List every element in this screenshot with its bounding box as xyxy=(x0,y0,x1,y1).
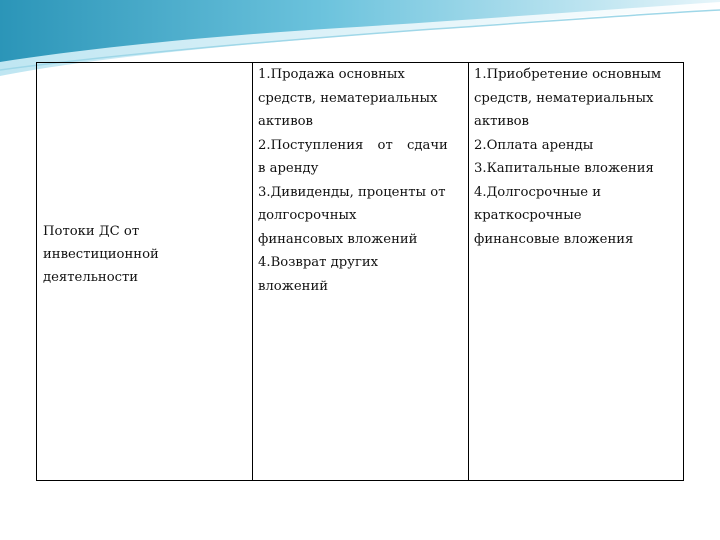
inflows-cell xyxy=(258,63,462,298)
outflows-cell xyxy=(474,63,680,251)
row-label-line: деятельности xyxy=(43,270,139,285)
outflow-line: 1.Приобретение основным xyxy=(474,67,662,82)
inflow-line: активов xyxy=(258,114,313,129)
row-label-line: инвестиционной xyxy=(43,247,159,262)
outflow-line: средств, нематериальных xyxy=(474,90,654,106)
outflow-line: 2.Оплата аренды xyxy=(474,137,594,153)
inflow-line: 2.Поступления от сдачи xyxy=(258,137,448,153)
column-divider xyxy=(468,63,469,480)
inflow-line: 1.Продажа основных xyxy=(258,67,405,82)
outflow-line: активов xyxy=(474,114,529,129)
outflow-line: краткосрочные xyxy=(474,208,582,223)
inflow-line: в аренду xyxy=(258,161,319,176)
cash-flow-table xyxy=(36,62,684,481)
inflow-line: средств, нематериальных xyxy=(258,90,438,106)
row-label-line: Потоки ДС от xyxy=(43,224,140,239)
outflow-line: финансовые вложения xyxy=(474,231,634,247)
column-divider xyxy=(252,63,253,480)
inflow-line: 3.Дивиденды, проценты от xyxy=(258,184,446,200)
inflow-line: вложений xyxy=(258,278,329,294)
inflow-line: 4.Возврат других xyxy=(258,255,379,270)
inflow-line: долгосрочных xyxy=(258,208,357,223)
outflow-line: 4.Долгосрочные и xyxy=(474,184,602,200)
inflow-line: финансовых вложений xyxy=(258,231,418,247)
row-label-cell xyxy=(43,220,243,289)
outflow-line: 3.Капитальные вложения xyxy=(474,161,654,176)
